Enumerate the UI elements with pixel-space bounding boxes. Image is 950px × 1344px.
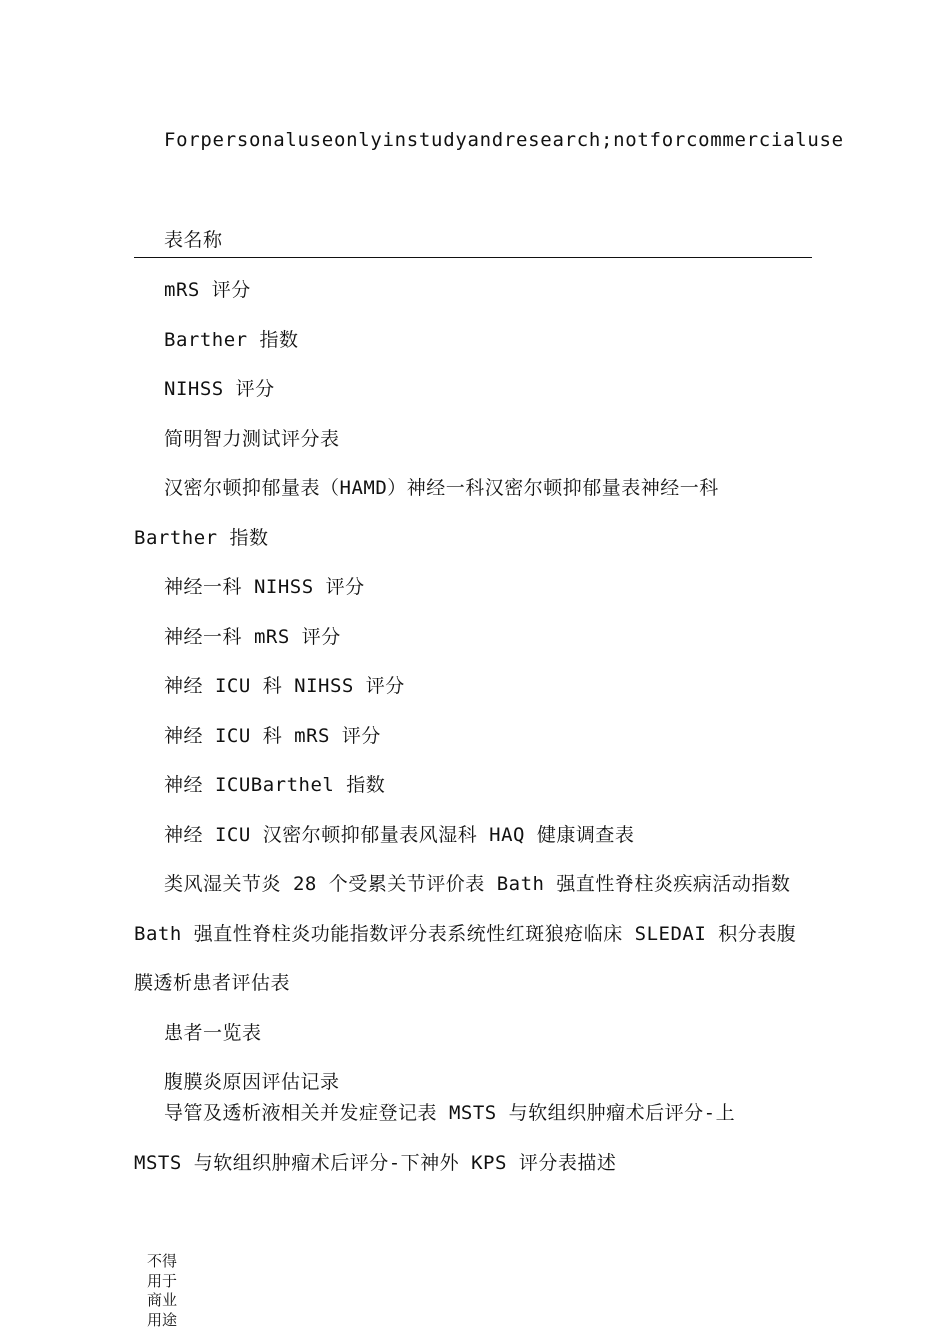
list-item: NIHSS 评分 [164,378,275,400]
list-item: 神经一科 NIHSS 评分 [164,576,365,598]
list-item: 汉密尔顿抑郁量表（HAMD）神经一科汉密尔顿抑郁量表神经一科 [164,477,719,499]
list-item: 导管及透析液相关并发症登记表 MSTS 与软组织肿瘤术后评分-上 [164,1102,736,1124]
list-item: Barther 指数 [134,527,269,549]
list-item: 神经 ICU 科 mRS 评分 [164,725,381,747]
list-item: MSTS 与软组织肿瘤术后评分-下神外 KPS 评分表描述 [134,1152,617,1174]
list-item: mRS 评分 [164,279,251,301]
table-title: 表名称 [164,229,223,251]
list-item: 神经 ICU 科 NIHSS 评分 [164,675,405,697]
list-item: 神经一科 mRS 评分 [164,626,341,648]
title-divider [134,257,812,258]
list-item: 患者一览表 [164,1022,262,1044]
list-item: 腹膜炎原因评估记录 [164,1071,340,1093]
list-item: 神经 ICU 汉密尔顿抑郁量表风湿科 HAQ 健康调查表 [164,824,635,846]
footer-notice: 不得用于商业用途 [147,1252,178,1329]
list-item: Bath 强直性脊柱炎功能指数评分表系统性红斑狼疮临床 SLEDAI 积分表腹 [134,923,797,945]
list-item: Barther 指数 [164,329,299,351]
usage-notice: Forpersonaluseonlyinstudyandresearch;notforcommercialuse [164,129,844,151]
list-item: 膜透析患者评估表 [134,972,291,994]
list-item: 类风湿关节炎 28 个受累关节评价表 Bath 强直性脊柱炎疾病活动指数 [164,873,791,895]
list-item: 神经 ICUBarthel 指数 [164,774,386,796]
list-item: 简明智力测试评分表 [164,428,340,450]
